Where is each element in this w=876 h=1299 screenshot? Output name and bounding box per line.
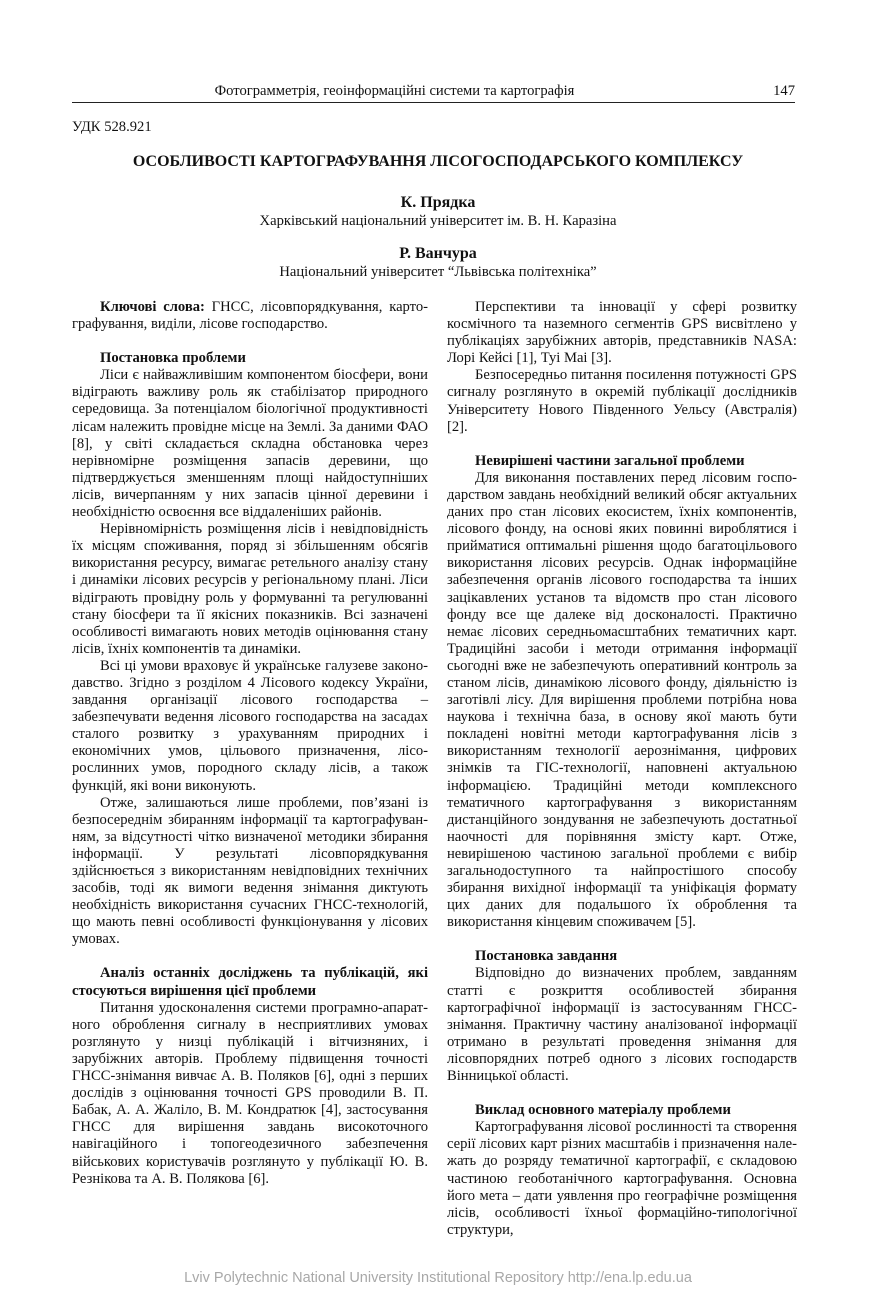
paragraph: Картографування лісової рослинності та створення серії лісових карт різних масштабів і призначення належать до розряду тематичної картографії, є складовою частиною геоботанічного картографування. Основна його мета – дати уявлення про географічне розміщення лісів, особливості їхньої формаційно-типологічної структури,	[447, 1119, 797, 1238]
paragraph: Ліси є найважливішим компонентом біосфери, вони відіграють важливу роль як стабілізатор природного середовища. За потенціалом біологічної продуктивності лісам належить провідне місце на Землі. За даними ФАО [8], у світі складається складна обстановка через нерівномірне розміщення запасів деревини, що підтверджується зменшенням площі найдоступніших лісів, вичерпанням у них запасів цінної деревини і необхідністю освоєння все віддаленіших районів.	[72, 367, 428, 521]
author-affiliation: Харківський національний університет ім. В. Н. Каразіна	[259, 213, 617, 229]
section-heading: Постановка проблеми	[100, 350, 246, 367]
udk-code: УДК 528.921	[72, 119, 152, 135]
section-heading: Невирішені частини загальної проблеми	[475, 452, 745, 469]
page-number: 147	[773, 83, 795, 99]
section-heading: Аналіз останніх досліджень та публікацій, які стосуються вирішення цієї проблеми	[72, 965, 428, 999]
author-affiliation: Національний університет “Львівська політехніка”	[279, 264, 597, 280]
paragraph: Безпосередньо питання посилення потужності GPS сигналу розглянуто в окремій публікації дослідників Університету Нового Південного Уельсу (Австралія) [2].	[447, 367, 797, 435]
keywords	[72, 299, 428, 333]
running-header	[72, 82, 795, 103]
repository-watermark: Lviv Polytechnic National University Institutional Repository http://ena.lp.edu.ua	[184, 1269, 692, 1286]
journal-title: Фотограмметрія, геоінформаційні системи та картографія	[214, 83, 575, 99]
right-column	[447, 299, 797, 1239]
keywords-label: Ключові слова:	[100, 299, 205, 315]
keywords-text: ГНСС, лісовпорядкування, картографування, виділи, лісове господарство.	[72, 299, 429, 333]
body-columns	[72, 299, 876, 1239]
section-heading: Виклад основного матеріалу проблеми	[475, 1102, 731, 1119]
paragraph: Відповідно до визначених проблем, завданням статті є розкриття особливостей збирання картографічної інформації із застосуванням ГНСС-знімання. Практичну частину аналізованої інформації отримано в результаті проведення знімання для лісовпорядних потреб одного з лісових господарств Вінницької області.	[447, 965, 797, 1085]
section-heading: Постановка завдання	[475, 948, 618, 965]
author-name: Р. Ванчура	[399, 245, 477, 262]
author-name: К. Прядка	[400, 194, 476, 211]
left-column	[72, 299, 428, 1188]
paragraph: Всі ці умови враховує й українське галузеве законодавство. Згідно з розділом 4 Лісового кодексу України, завдання організації лісового господарства – забезпечувати ведення лісового господарства на засадах сталого розвитку з урахуванням природних і економічних умов, цільового призначення, лісорослинних умов, породного складу лісів, а також функцій, які вони виконують.	[72, 657, 428, 794]
paragraph: Для виконання поставлених перед лісовим господарством завдань необхідний великий обсяг актуальних даних про стан лісових екосистем, їхніх компонентів, лісового фонду, на основі яких повинні вироблятися і прийматися оптимальні рішення щодо багатоцільового використання лісових ресурсів. Однак інформаційне забезпечення органів лісового господарства та інших зацікавлених установ та відомств про стан лісового фонду все ще далеке від досконалості. Практично немає лісових середньомасштабних тематичних карт. Традиційні засоби і методи отримання інформації сьогодні вже не забезпечують оперативний контроль за станом лісів, динамікою лісового фонду, діяльністю із заготівлі лісу. Для вирішення проблеми потрібна нова наукова і технічна база, в основу якої мають бути покладені новітні методи картографування лісів з використанням технології аерознімання, цифрових знімків та ГІС-технології, наповнені актуальною інформацією. Традиційні методи комплексного тематичного картографування з використанням дистанційного зондування не забезпечують достатньої наочності для порівняння змісту карт. Отже, невирішеною частиною загальної проблеми є вибір загальнодоступного та найпростішого способу збирання вихідної інформації та уніфікація формату цих даних для подальшого їх оброблення та використання кінцевим споживачем [5].	[447, 469, 797, 931]
paragraph: Перспективи та інновації у сфері розвитку космічного та наземного сегментів GPS висвітлено у публікаціях зарубіжних авторів, представників NASA: Лорі Кейсі [1], Туі Маі [3].	[447, 299, 797, 367]
article-title: ОСОБЛИВОСТІ КАРТОГРАФУВАННЯ ЛІСОГОСПОДАРСЬКОГО КОМПЛЕКСУ	[132, 153, 744, 170]
paragraph: Питання удосконалення системи програмно-апаратного оброблення сигналу в несприятливих умовах розглянуто у низці публікацій і вітчизняних, і зарубіжних авторів. Проблему підвищення точності ГНСС-знімання вивчає А. В. Поляков [6], одні з перших дослідів з оцінювання точності GPS проводили В. П. Бабак, А. А. Жаліло, В. М. Кондратюк [4], застосування ГНСС для вирішення завдань високоточного навігаційного і топогеодезичного забезпечення військових користувачів розглянуто у публікації Ю. В. Резнікова та А. В. Полякова [6].	[72, 999, 428, 1187]
paragraph: Отже, залишаються лише проблеми, пов’язані із безпосереднім збиранням інформації та картографуванням, за відсутності чітко визначеної методики збирання інформації. У результаті лісовпорядкування здійснюється з використанням невідповідних технічних засобів, тоді як вимоги ведення знімання диктують необхідність використання сучасних ГНСС-технологій, що мають певні особливості функціонування у лісових умовах.	[72, 794, 428, 948]
paragraph: Нерівномірність розміщення лісів і невідповідність їх місцям споживання, поряд зі збільшенням обсягів використання ресурсу, вимагає ретельного аналізу стану і динаміки лісових ресурсів у регіональному плані. Ліси відіграють провідну роль у формуванні та регулюванні стану біосфери та її якісних показників. Всі зазначені особливості вимагають нових методів оцінювання стану лісів, їхніх компонентів та динаміки.	[72, 521, 428, 657]
